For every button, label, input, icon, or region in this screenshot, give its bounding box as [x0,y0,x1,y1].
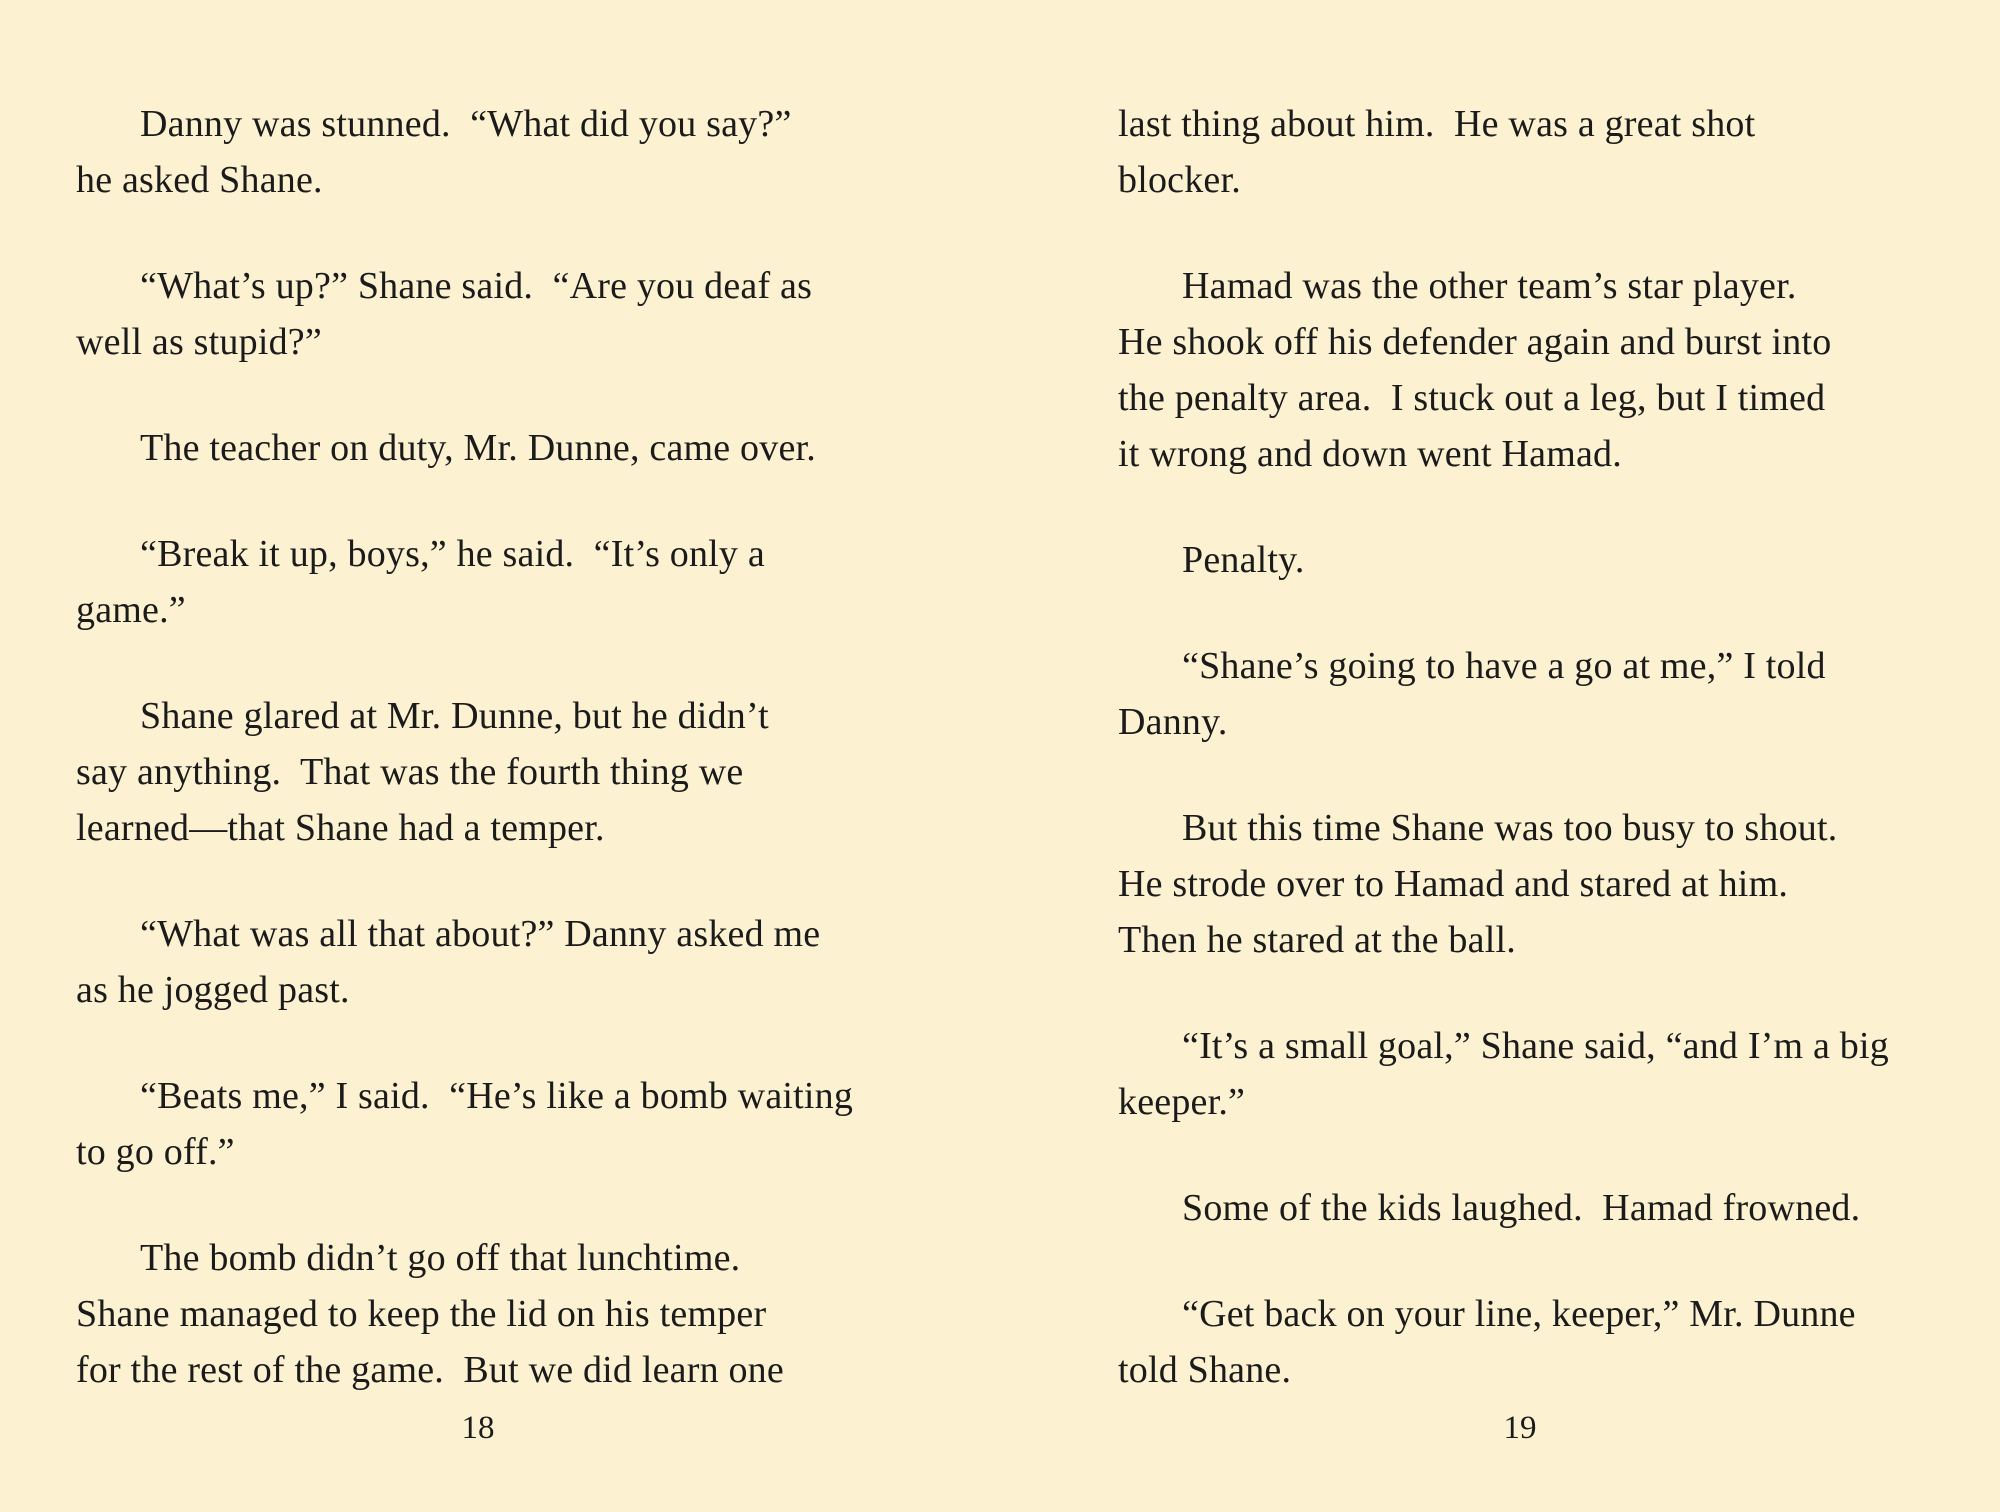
text-line: blocker. [1118,159,1241,201]
text-line: keeper.” [1118,1081,1246,1123]
text-line: Shane glared at Mr. Dunne, but he didn’t [140,695,769,737]
text-line: “Shane’s going to have a go at me,” I told [1182,645,1826,687]
text-line: game.” [76,589,186,631]
text-line: The bomb didn’t go off that lunchtime. [140,1237,741,1279]
text-line: “It’s a small goal,” Shane said, “and I’m a big [1182,1025,1889,1067]
text-line: Penalty. [1182,539,1305,581]
text-line: “Get back on your line, keeper,” Mr. Dunne [1182,1293,1856,1335]
page-18-text [76,96,936,1448]
text-line: “Break it up, boys,” he said. “It’s only a [140,533,765,575]
text-line: well as stupid?” [76,321,322,363]
paragraph [76,96,936,208]
page-number-right: 19 [1503,1410,1537,1446]
text-line: the penalty area. I stuck out a leg, but I timed [1118,377,1826,419]
text-line: Danny. [1118,701,1228,743]
text-line: But this time Shane was too busy to shout. [1182,807,1838,849]
paragraph [1118,96,1938,208]
text-line: to go off.” [76,1131,235,1173]
text-line: He shook off his defender again and burst into [1118,321,1832,363]
page-19 [1000,0,2000,1512]
text-line: as he jogged past. [76,969,350,1011]
text-line: Then he stared at the ball. [1118,919,1516,961]
text-line: “What was all that about?” Danny asked me [140,913,821,955]
paragraph [1118,532,1938,588]
text-line: last thing about him. He was a great shot [1118,103,1756,145]
text-line: Some of the kids laughed. Hamad frowned. [1182,1187,1861,1229]
paragraph [76,906,936,1018]
paragraph [1118,1018,1938,1130]
paragraph [76,1068,936,1180]
text-line: “Beats me,” I said. “He’s like a bomb waiting [140,1075,854,1117]
text-line: “What’s up?” Shane said. “Are you deaf as [140,265,813,307]
text-line: say anything. That was the fourth thing we [76,751,744,793]
text-line: for the rest of the game. But we did learn one [76,1349,784,1391]
text-line: Hamad was the other team’s star player. [1182,265,1797,307]
paragraph [76,258,936,370]
text-line: told Shane. [1118,1349,1292,1391]
text-line: Danny was stunned. “What did you say?” [140,103,792,145]
text-line: it wrong and down went Hamad. [1118,433,1622,475]
paragraph [1118,1180,1938,1236]
text-line: The teacher on duty, Mr. Dunne, came over. [140,427,816,469]
page-19-text [1118,96,1938,1448]
paragraph [76,688,936,856]
paragraph [76,526,936,638]
paragraph [1118,638,1938,750]
text-line: Shane managed to keep the lid on his temper [76,1293,767,1335]
text-line: he asked Shane. [76,159,323,201]
paragraph [1118,800,1938,968]
paragraph [1118,258,1938,482]
paragraph [76,420,936,476]
paragraph [1118,1286,1938,1398]
page-number-left: 18 [461,1410,495,1446]
text-line: He strode over to Hamad and stared at him. [1118,863,1789,905]
text-line: learned—that Shane had a temper. [76,807,605,849]
paragraph [76,1230,936,1398]
